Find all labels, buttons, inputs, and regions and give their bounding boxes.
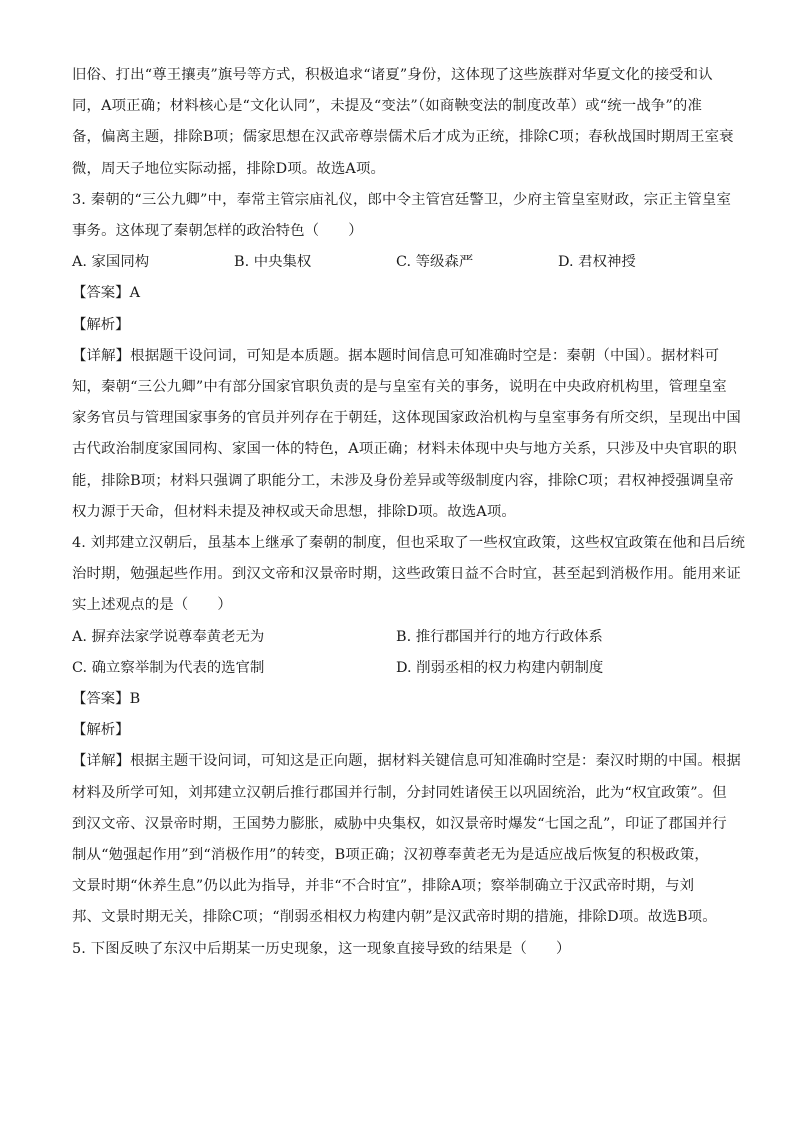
detail-line: 权力源于天命，但材料未提及神权或天命思想，排除D项。故选A项。 bbox=[72, 503, 516, 520]
option-d: D. 君权神授 bbox=[558, 254, 636, 271]
answer-label: 【答案】B bbox=[72, 691, 141, 708]
q2-explanation-tail bbox=[72, 60, 734, 185]
text-line: 备，偏离主题，排除B项；儒家思想在汉武帝尊崇儒术后才成为正统，排除C项；春秋战国时期周王室衰 bbox=[72, 129, 734, 146]
detail-line: 【详解】根据主题干设问词，可知这是正向题，据材料关键信息可知准确时空是：秦汉时期的中国。根据 bbox=[72, 753, 741, 770]
question-stem-line: 治时期，勉强起些作用。到汉文帝和汉景帝时期，这些政策日益不合时宜，甚至起到消极作用。能用来证 bbox=[72, 566, 741, 583]
detail-line: 到汉文帝、汉景帝时期，王国势力膨胀，威胁中央集权，如汉景帝时爆发“七国之乱”，印证了郡国并行 bbox=[72, 815, 727, 832]
detail-line: 制从“勉强起作用”到“消极作用”的转变，B项正确；汉初尊奉黄老无为是适应战后恢复的积极政策， bbox=[72, 847, 709, 864]
option-c: C. 等级森严 bbox=[396, 254, 474, 271]
options-row bbox=[72, 622, 728, 653]
options-row bbox=[72, 247, 728, 278]
question-stem-line: 事务。这体现了秦朝怎样的政治特色（ ） bbox=[72, 223, 363, 240]
question-stem-line: 实上述观点的是（ ） bbox=[72, 597, 232, 614]
answer-label: 【答案】A bbox=[72, 285, 140, 302]
question-stem-line: 4. 刘邦建立汉朝后，虽基本上继承了秦朝的制度，但也采取了一些权宜政策，这些权宜政策在他和吕后统 bbox=[72, 535, 746, 552]
question-stem-line: 3. 秦朝的“三公九卿”中，奉常主管宗庙礼仪，郎中令主管宫廷警卫，少府主管皇室财政，宗正主管皇室 bbox=[72, 191, 732, 208]
text-line: 同，A项正确；材料核心是“文化认同”，未提及“变法”（如商鞅变法的制度改革）或“统一战争”的准 bbox=[72, 98, 703, 115]
question-3 bbox=[72, 185, 741, 528]
detail-line: 材料及所学可知，刘邦建立汉朝后推行郡国并行制，分封同姓诸侯王以巩固统治，此为“权宜政策”。但 bbox=[72, 784, 727, 801]
analysis-label: 【解析】 bbox=[72, 316, 130, 333]
option-d: D. 削弱丞相的权力构建内朝制度 bbox=[396, 659, 604, 676]
detail-line: 家务官员与管理国家事务的官员并列存在于朝廷，这体现国家政治机构与皇室事务有所交织，呈现出中国 bbox=[72, 410, 741, 427]
detail-line: 邦、文景时期无关，排除C项；“削弱丞相权力构建内朝”是汉武帝时期的措施，排除D项。故选B项。 bbox=[72, 909, 717, 926]
detail-line: 能，排除B项；材料只强调了职能分工，未涉及身份差异或等级制度内容，排除C项；君权神授强调皇帝 bbox=[72, 472, 734, 489]
detail-line: 文景时期“休养生息”仍以此为指导，并非“不合时宜”，排除A项；察举制确立于汉武帝时期，与刘 bbox=[72, 878, 695, 895]
question-stem-line: 5. 下图反映了东汉中后期某一历史现象，这一现象直接导致的结果是（ ） bbox=[72, 940, 571, 957]
document-page bbox=[72, 60, 746, 965]
option-b: B. 推行郡国并行的地方行政体系 bbox=[396, 628, 603, 645]
option-c: C. 确立察举制为代表的选官制 bbox=[72, 659, 265, 676]
question-5 bbox=[72, 934, 728, 965]
text-line: 旧俗、打出“尊王攘夷”旗号等方式，积极追求“诸夏”身份，这体现了这些族群对华夏文化的接受和认 bbox=[72, 67, 713, 83]
question-4 bbox=[72, 528, 746, 934]
options-row bbox=[72, 653, 728, 684]
detail-line: 【详解】根据题干设问词，可知是本质题。据本题时间信息可知准确时空是：秦朝（中国）。据材料可 bbox=[72, 347, 720, 364]
detail-line: 知，秦朝“三公九卿”中有部分国家官职负责的是与皇室有关的事务，说明在中央政府机构里，管理皇室 bbox=[72, 379, 727, 396]
analysis-label: 【解析】 bbox=[72, 722, 130, 739]
option-a: A. 摒弃法家学说尊奉黄老无为 bbox=[72, 628, 265, 645]
option-a: A. 家国同构 bbox=[72, 254, 150, 271]
text-line: 微，周天子地位实际动摇，排除D项。故选A项。 bbox=[72, 160, 386, 177]
detail-line: 古代政治制度家国同构、家国一体的特色，A项正确；材料未体现中央与地方关系，只涉及中央官职的职 bbox=[72, 441, 737, 458]
option-b: B. 中央集权 bbox=[234, 254, 312, 271]
